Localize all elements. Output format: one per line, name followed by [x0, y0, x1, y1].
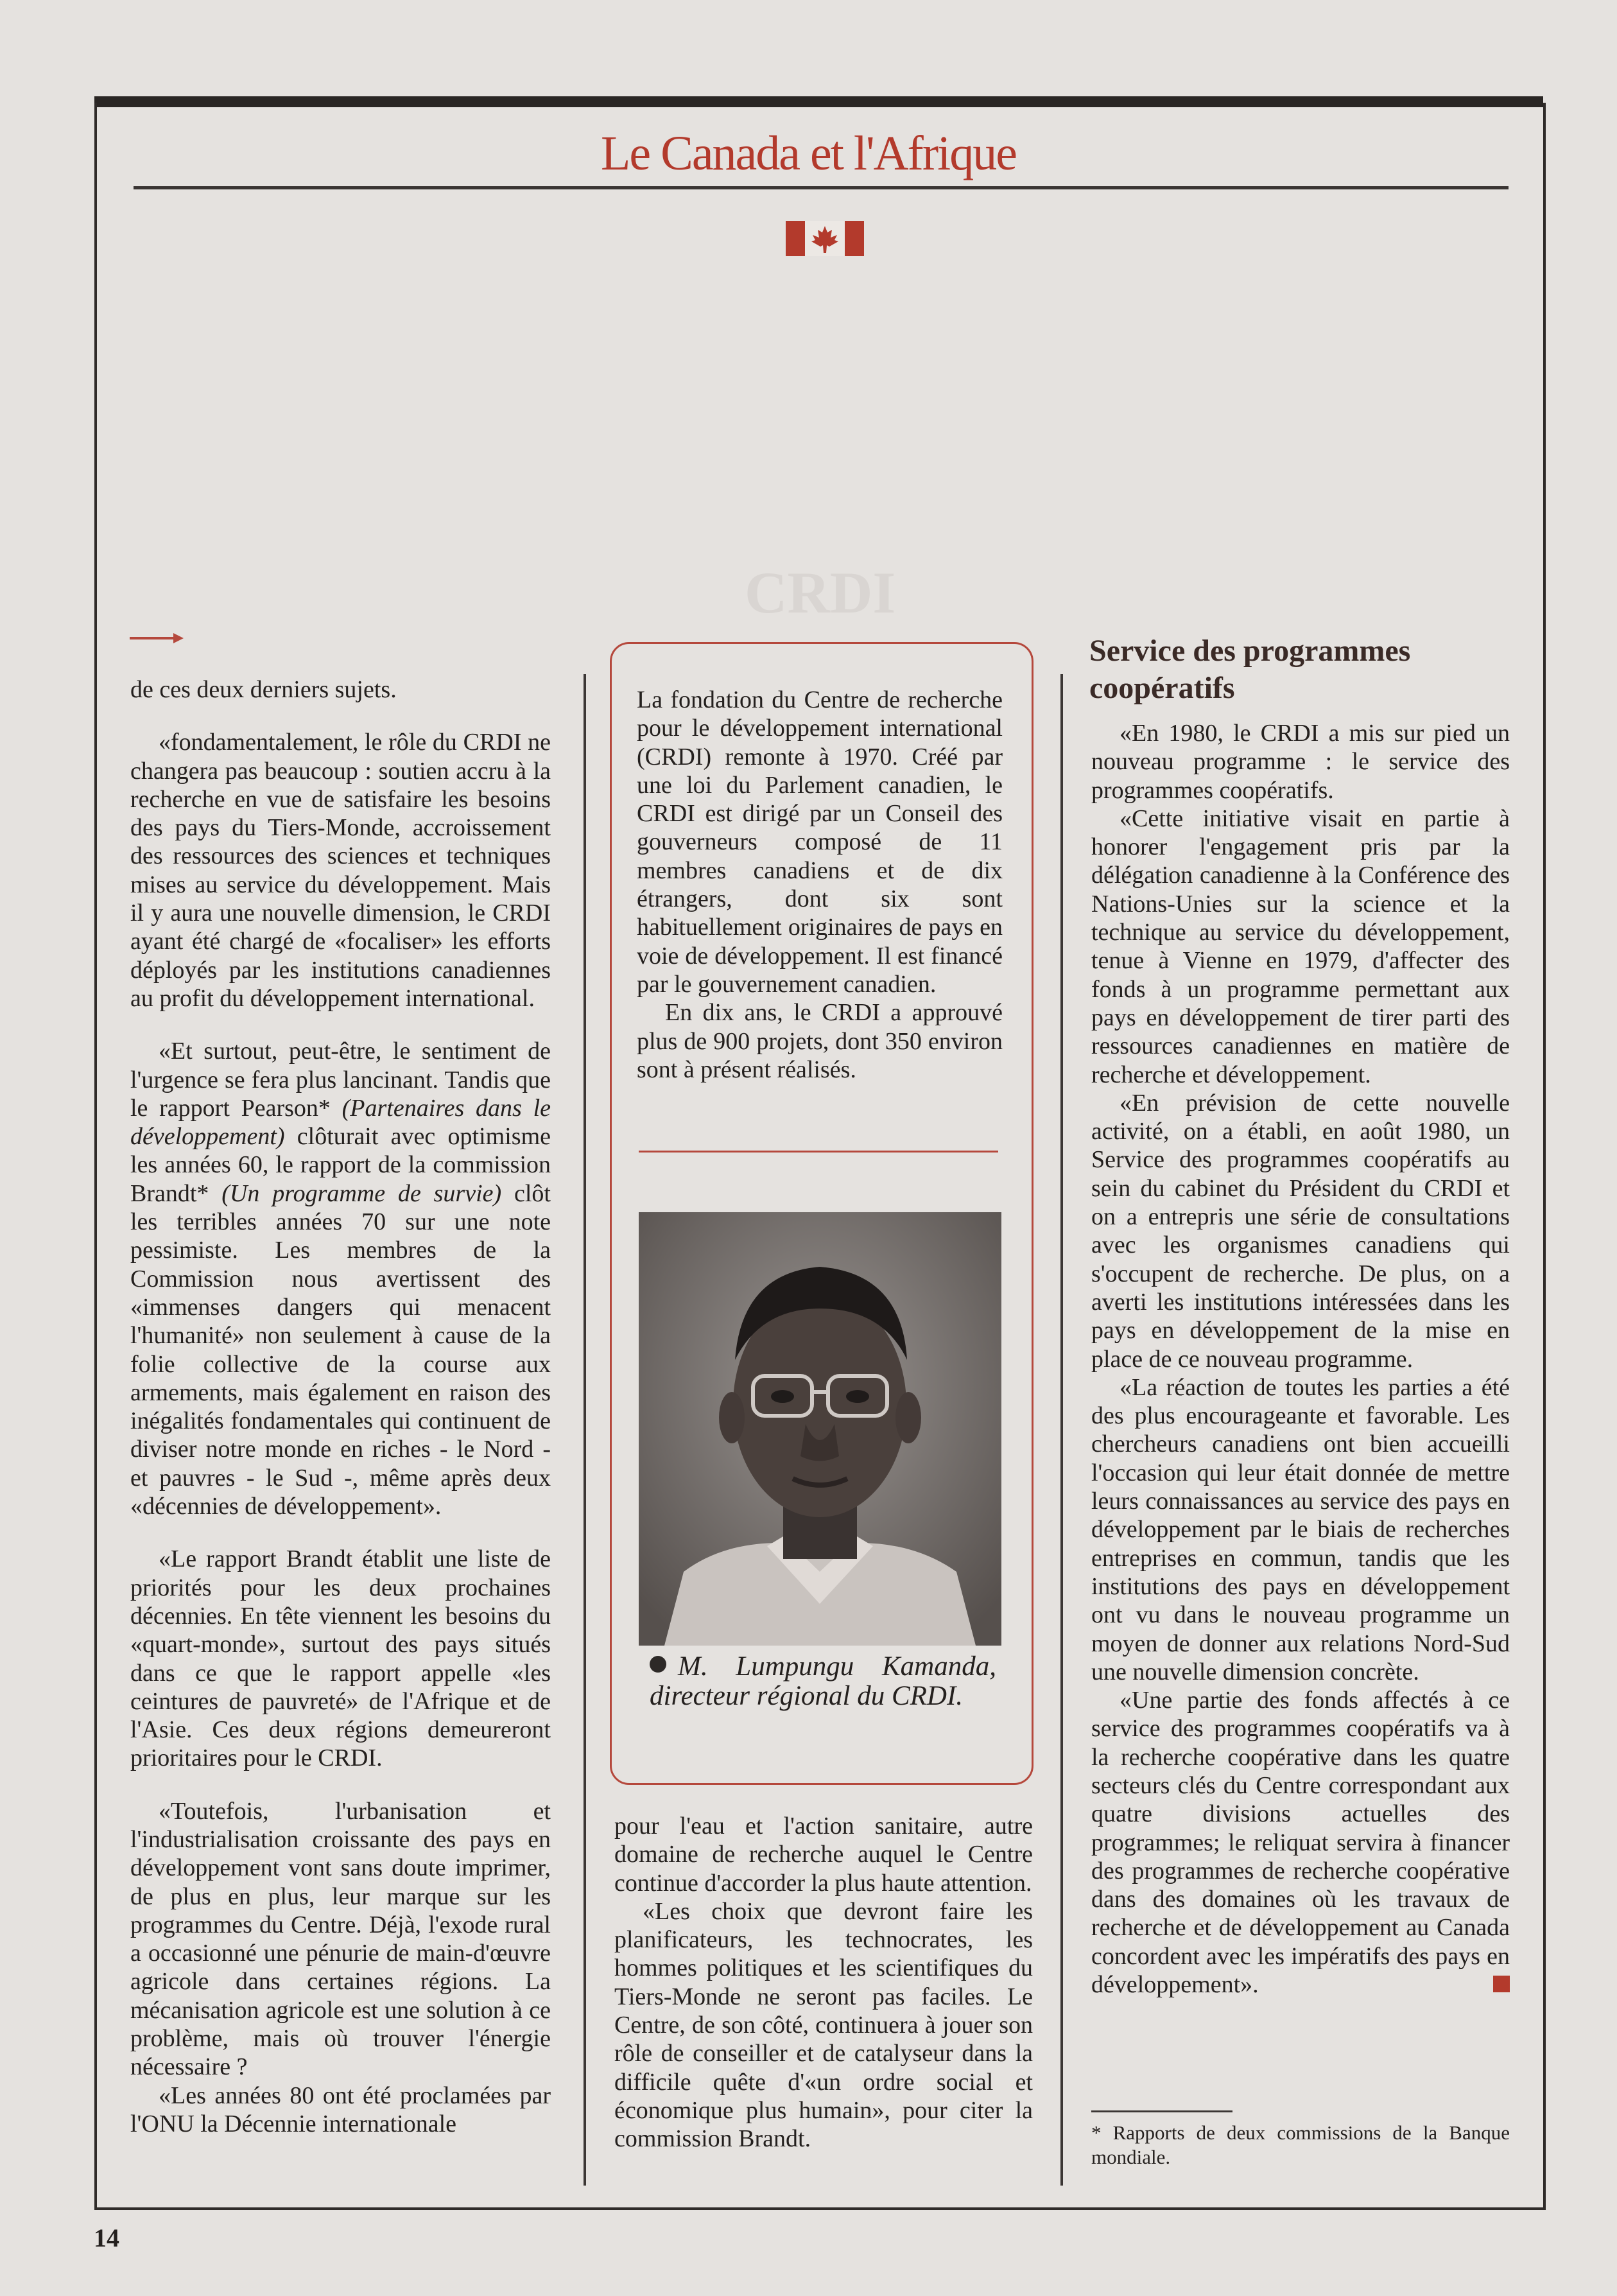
paragraph: «En prévision de cette nouvelle activité, on a établi, en août 1980, un Service des programmes coopératifs au sein du cabinet du Président du CRDI et on a entrepris une série de consultations avec les organismes canadiens qui s'occupent de recherche. De plus, on a averti les institutions intéressées dans les pays en développement de la mise en place de ce nouveau programme.: [1091, 1089, 1510, 1373]
text-run: clôturait avec optimisme les années 60, le rapport de la commission Brandt*: [130, 1123, 551, 1207]
paragraph: [1091, 1686, 1510, 1999]
paragraph: «Les années 80 ont été proclamées par l'ONU la Décennie internationale: [130, 2082, 551, 2137]
text-run: «Et surtout, peut-être, le sentiment de l'urgence se fera plus lancinant. Tandis que le rapport Pearson*: [130, 1038, 551, 1122]
paragraph: pour l'eau et l'action sanitaire, autre domaine de recherche auquel le Centre continue d'accorder la plus haute attention.: [614, 1813, 1033, 1897]
text-run: «Une partie des fonds affectés à ce service des programmes coopératifs va à la recherche coopérative dans les quatre secteurs clés du Centre correspondant aux quatre divisions actuelles des programmes; le reliquat servira à financer des programmes de recherche coopérative dans des domaines où les travaux de recherche et de développement au Canada concordent avec les impératifs des pays en développement».: [1091, 1687, 1510, 1999]
column-3: [1091, 719, 1510, 1999]
page-title: Le Canada et l'Afrique: [600, 126, 1017, 180]
paragraph: «En 1980, le CRDI a mis sur pied un nouveau programme : le service des programmes coopératifs.: [1091, 720, 1510, 804]
paragraph: [130, 1037, 551, 1520]
continuation-arrow-icon: [130, 631, 184, 646]
column-divider: [584, 674, 586, 2186]
photo-caption: [650, 1652, 996, 1711]
footnote: * Rapports de deux commissions de la Banque mondiale.: [1091, 2121, 1510, 2168]
portrait-photo: [639, 1212, 1001, 1646]
sidebar-rule: [639, 1151, 998, 1152]
bullet-icon: [650, 1656, 666, 1673]
caption-text: M. Lumpungu Kamanda, directeur régional du CRDI.: [650, 1651, 996, 1711]
canada-flag-icon: [786, 221, 864, 256]
paragraph: «fondamentalement, le rôle du CRDI ne changera pas beaucoup : soutien accru à la recherche en vue de satisfaire les besoins des pays du Tiers-Monde, accroissement des ressources des sciences et techniques mises au service du développement. Mais il y aura une nouvelle dimension, le CRDI ayant été chargé de «focaliser» les efforts déployés par les institutions canadiennes au profit du développement international.: [130, 729, 551, 1012]
paragraph: de ces deux derniers sujets.: [130, 676, 397, 703]
page-number: 14: [94, 2223, 119, 2252]
paragraph: La fondation du Centre de recherche pour le développement international (CRDI) remonte à 1970. Créé par une loi du Parlement canadien, le CRDI est dirigé par un Conseil des gouverneurs composé de 11 membres canadiens et de dix étrangers, dont six sont habituellement originaires de pays en voie de développement. Il est financé par le gouvernement canadien.: [637, 686, 1003, 998]
sidebar-text: [637, 686, 1003, 1084]
column-divider: [1060, 674, 1063, 2186]
text-run: clôt les terribles années 70 sur une note pessimiste. Les membres de la Commission nous avertissent des «immenses dangers qui menacent l'humanité» non seulement à cause de la folie collective de la course aux armements, mais également en raison des inégalités fondamentales qui continuent de diviser notre monde en riches - le Nord - et pauvres - le Sud -, même après deux «décennies de développement».: [130, 1179, 551, 1520]
column-1: [130, 675, 551, 2138]
footnote-rule: [1091, 2110, 1232, 2112]
paragraph: «Cette initiative visait en partie à honorer l'engagement pris par la délégation canadienne à la Conférence des Nations-Unies sur la science et la technique au service du développement, tenue à Vienne en 1979, d'affecter des fonds à un programme permettant aux pays en développement de tirer parti des ressources canadiennes en matière de recherche et développement.: [1091, 804, 1510, 1088]
column-2: [614, 1812, 1033, 2153]
end-mark-icon: [1493, 1976, 1510, 1992]
paragraph: En dix ans, le CRDI a approuvé plus de 900 projets, dont 350 environ sont à présent réalisés.: [637, 999, 1003, 1083]
header-rule: [134, 186, 1509, 189]
paragraph: «Les choix que devront faire les planificateurs, les technocrates, les hommes politiques et les scientifiques du Tiers-Monde ne seront pas faciles. Le Centre, de son côté, continuera à jouer son rôle de conseiller et de catalyseur dans la difficile quête d'«un ordre social et économique plus humain», pour citer la commission Brandt.: [614, 1897, 1033, 2153]
section-heading: Service des programmes coopératifs: [1089, 634, 1411, 705]
book-title: (Partenaires dans le développement): [130, 1094, 551, 1151]
book-title: (Un programme de survie): [221, 1179, 502, 1207]
paragraph: «Le rapport Brandt établit une liste de priorités pour les deux prochaines décennies. En tête viennent les besoins du «quart-monde», surtout des pays situés dans ce que le rapport appelle «les ceintures de pauvreté» de l'Afrique et de l'Asie. Ces deux régions demeureront prioritaires pour le CRDI.: [130, 1545, 551, 1772]
show-through-text: CRDI: [745, 560, 896, 625]
paragraph: «La réaction de toutes les parties a été des plus encourageante et favorable. Les chercheurs canadiens ont bien accueilli l'occasion qui leur était donnée de mettre leurs connaissances au service des pays en développement par le biais de recherches entreprises en commun, tandis que les institutions des pays en développement ont vu dans le nouveau programme un moyen de donner aux relations Nord-Sud une nouvelle dimension concrète.: [1091, 1373, 1510, 1685]
paragraph: «Toutefois, l'urbanisation et l'industrialisation croissante des pays en développement vont sans doute imprimer, de plus en plus, leur marque sur les programmes du Centre. Déjà, l'exode rural a occasionné une pénurie de main-d'œuvre agricole dans certaines régions. La mécanisation agricole est une solution à ce problème, mais où trouver l'énergie nécessaire ?: [130, 1797, 551, 2081]
